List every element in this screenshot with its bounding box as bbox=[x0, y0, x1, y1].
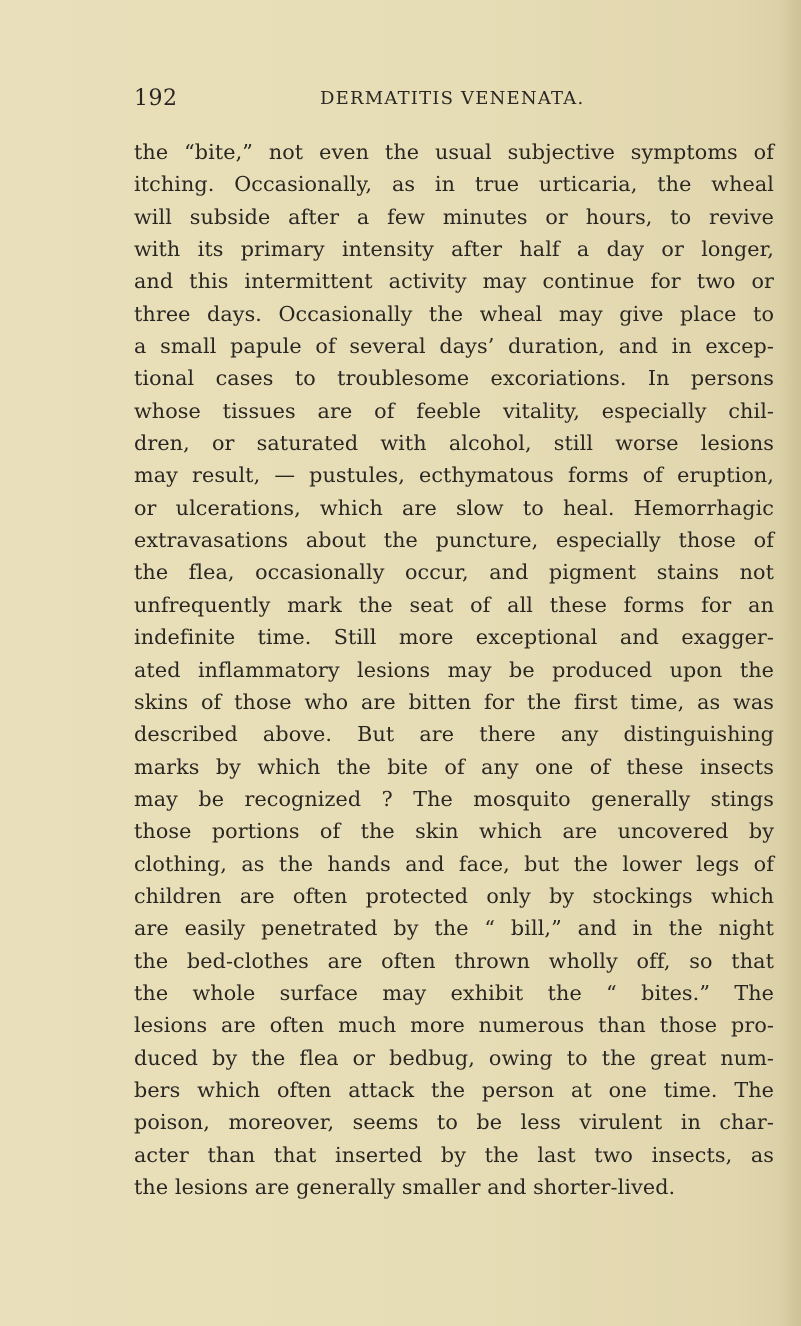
text-line: dren, or saturated with alcohol, still worse lesions bbox=[134, 431, 774, 456]
text-line: will subside after a few minutes or hours, to revive bbox=[134, 204, 774, 229]
page-number: 192 bbox=[134, 86, 178, 111]
text-line: with its primary intensity after half a day or longer, bbox=[134, 237, 774, 262]
text-line: the “bite,” not even the usual subjective symptoms of bbox=[134, 140, 774, 164]
text-line: and this intermittent activity may continue for two or bbox=[134, 269, 774, 294]
text-line: ated inflammatory lesions may be produced upon the bbox=[134, 657, 774, 682]
running-head: DERMATITIS VENENATA. bbox=[320, 88, 585, 109]
text-line: bers which often attack the person at one time. The bbox=[134, 1077, 774, 1102]
text-line: are easily penetrated by the “ bill,” and in the night bbox=[134, 916, 774, 941]
text-line: duced by the flea or bedbug, owing to the great num- bbox=[134, 1045, 774, 1070]
text-line: indefinite time. Still more exceptional and exagger- bbox=[134, 625, 774, 650]
text-line: lesions are often much more numerous than those pro- bbox=[134, 1013, 774, 1038]
page-edge-shadow bbox=[779, 0, 801, 1326]
text-line: poison, moreover, seems to be less virulent in char- bbox=[134, 1110, 774, 1135]
text-line: whose tissues are of feeble vitality, especially chil- bbox=[134, 398, 774, 423]
text-line: acter than that inserted by the last two insects, as bbox=[134, 1142, 774, 1167]
text-line: itching. Occasionally, as in true urticaria, the wheal bbox=[134, 172, 774, 197]
text-line: tional cases to troublesome excoriations. In persons bbox=[134, 366, 774, 391]
text-line: extravasations about the puncture, especially those of bbox=[134, 528, 774, 553]
text-line: the bed-clothes are often thrown wholly off, so that bbox=[134, 948, 774, 973]
text-line: children are often protected only by stockings which bbox=[134, 883, 774, 908]
text-line: or ulcerations, which are slow to heal. Hemorrhagic bbox=[134, 495, 774, 520]
text-line: the flea, occasionally occur, and pigment stains not bbox=[134, 560, 774, 585]
text-line: skins of those who are bitten for the first time, as was bbox=[134, 689, 774, 714]
page-header bbox=[134, 84, 774, 120]
body-text bbox=[134, 136, 774, 1203]
text-line: three days. Occasionally the wheal may give place to bbox=[134, 301, 774, 326]
text-line: a small papule of several days’ duration, and in excep- bbox=[134, 334, 774, 359]
text-line: the whole surface may exhibit the “ bites.” The bbox=[134, 980, 774, 1005]
text-line: may result, — pustules, ecthymatous forms of eruption, bbox=[134, 463, 774, 488]
text-line: the lesions are generally smaller and shorter-lived. bbox=[134, 1175, 676, 1199]
text-line: clothing, as the hands and face, but the lower legs of bbox=[134, 851, 774, 876]
text-line: described above. But are there any distinguishing bbox=[134, 722, 774, 747]
text-line: marks by which the bite of any one of these insects bbox=[134, 754, 774, 779]
text-line: unfrequently mark the seat of all these forms for an bbox=[134, 592, 774, 617]
text-line: may be recognized ? The mosquito generally stings bbox=[134, 786, 774, 811]
text-line: those portions of the skin which are uncovered by bbox=[134, 819, 774, 844]
